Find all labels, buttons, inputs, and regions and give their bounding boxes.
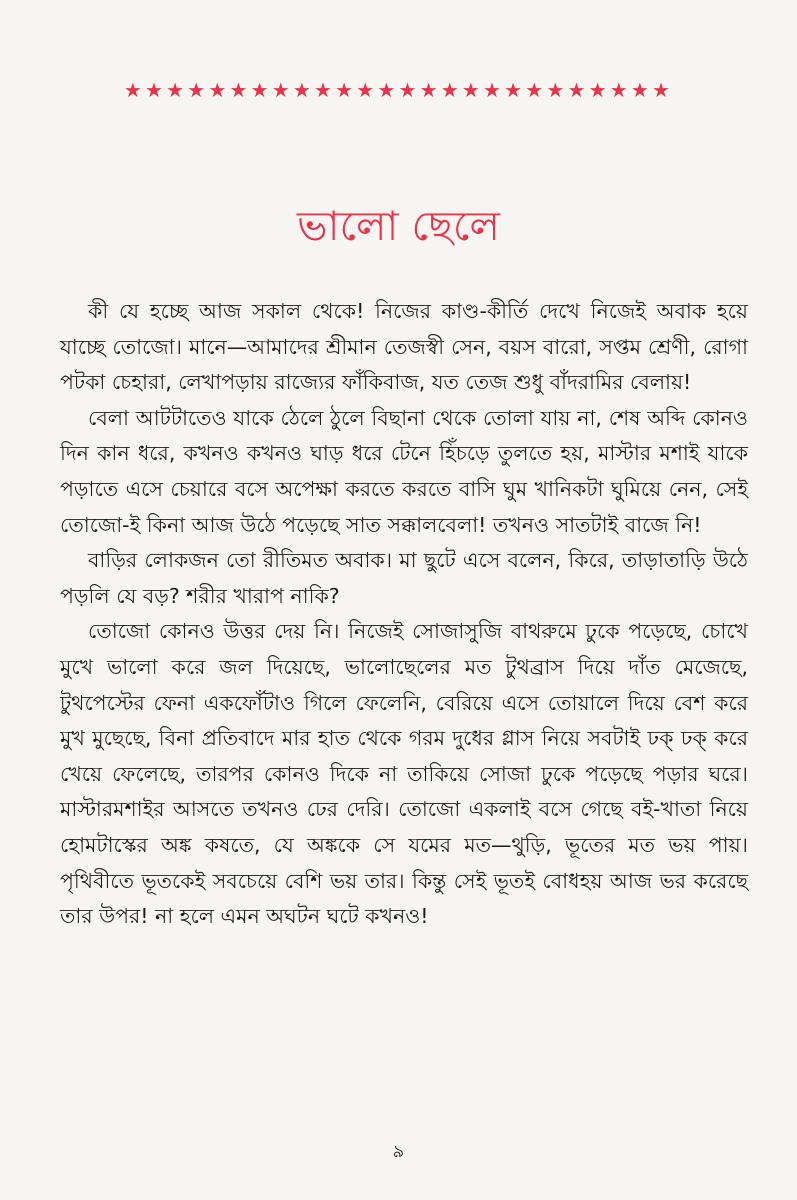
paragraph-4: তোজো কোনও উত্তর দেয় নি। নিজেই সোজাসুজি বাথরুমে ঢুকে পড়েছে, চোখে মুখে ভালো করে জল দিয়েছে, ভালোছেলের মত টুথব্রাস দিয়ে দাঁত মেজেছে, টুথপেস্টের ফেনা একফোঁটাও গিলে ফেলেনি, বেরিয়ে এসে তোয়ালে দিয়ে বেশ করে মুখ মুছেছে, বিনা প্রতিবাদে মার হাত থেকে গরম দুধের গ্লাস নিয়ে সবটাই ঢক্ ঢক্ করে খেয়ে ফেলেছে, তারপর কোনও দিকে না তাকিয়ে সোজা ঢুকে পড়েছে পড়ার ঘরে। মাস্টারমশাইর আসতে তখনও ঢের দেরি। তোজো একলাই বসে গেছে বই-খাতা নিয়ে হোমটাস্কের অঙ্ক কষতে, যে অঙ্ককে সে যমের মত—থুড়ি, ভূতের মত ভয় পায়। পৃথিবীতে ভূতকেই সবচেয়ে বেশি ভয় তার। কিন্তু সেই ভূতই বোধহয় আজ ভর করেছে তার উপর! না হলে এমন অঘটন ঘটে কখনও! (60, 619, 748, 929)
paragraph-2: বেলা আটটাতেও যাকে ঠেলে ঠুলে বিছানা থেকে তোলা যায় না, শেষ অব্দি কোনও দিন কান ধরে, কখনও কখনও ঘাড় ধরে টেনে হিঁচড়ে তুলতে হয়, মাস্টার মশাই যাকে পড়াতে এসে চেয়ারে বসে অপেক্ষা করতে করতে বাসি ঘুম খানিকটা ঘুমিয়ে নেন, সেই তোজো-ই কিনা আজ উঠে পড়েছে সাত সক্কালবেলা! তখনও সাতটাই বাজে নি! (60, 405, 748, 537)
page-number: ৯ (392, 1141, 405, 1162)
star-divider: ★★★★★★★★★★★★★★★★★★★★★★★★★★ (123, 78, 674, 102)
story-body (60, 294, 748, 935)
chapter-title: ভালো ছেলে (297, 202, 500, 250)
paragraph-1: কী যে হচ্ছে আজ সকাল থেকে! নিজের কাণ্ড-কীর্তি দেখে নিজেই অবাক হয়ে যাচ্ছে তোজো। মানে—আমাদের শ্রীমান তেজস্বী সেন, বয়স বারো, সপ্তম শ্রেণী, রোগা পটকা চেহারা, লেখাপড়ায় রাজ্যের ফাঁকিবাজ, যত তেজ শুধু বাঁদরামির বেলায়! (60, 299, 748, 395)
paragraph-3: বাড়ির লোকজন তো রীতিমত অবাক। মা ছুটে এসে বলেন, কিরে, তাড়াতাড়ি উঠে পড়লি যে বড়? শরীর খারাপ নাকি? (60, 548, 748, 608)
